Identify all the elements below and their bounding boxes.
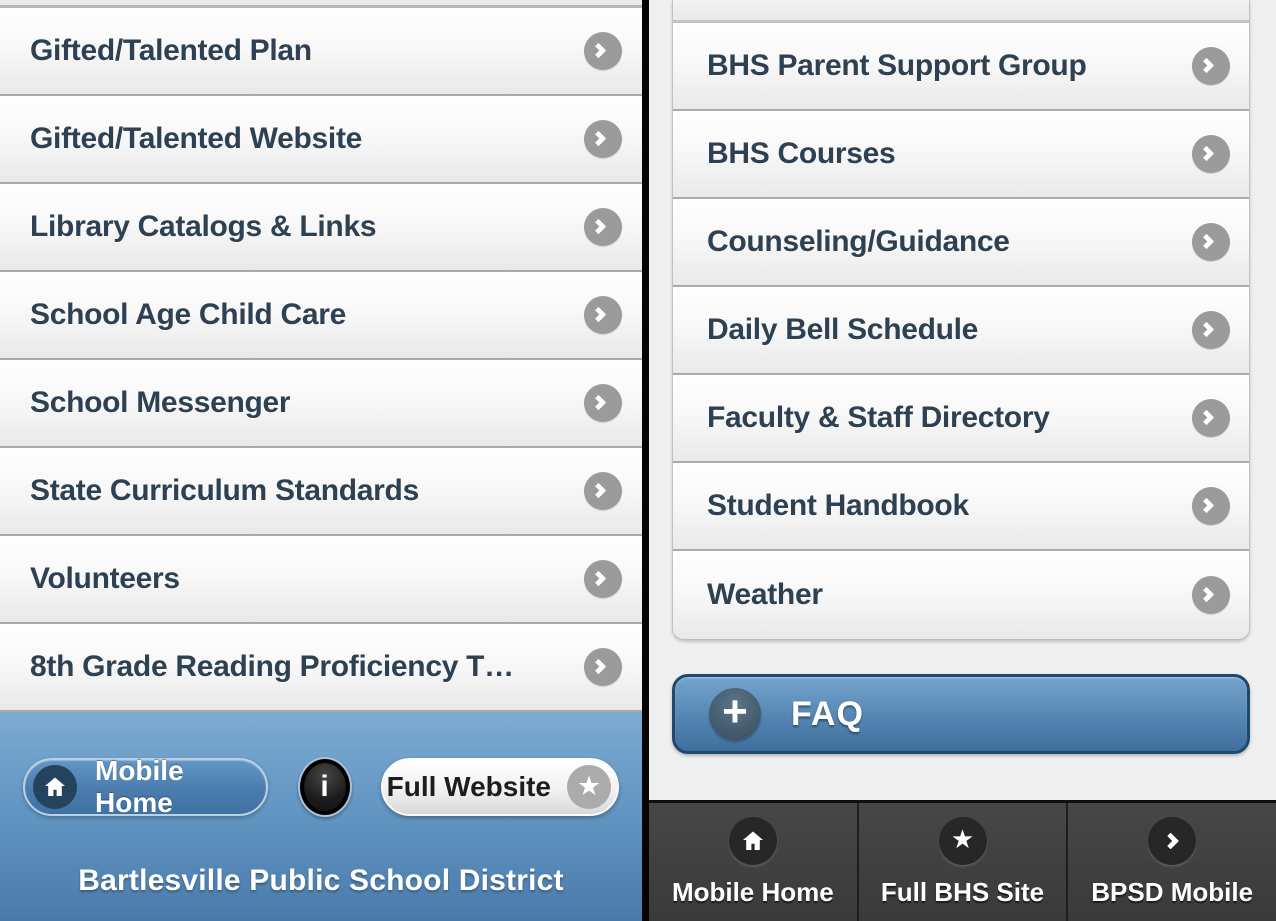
bhs-list-panel — [649, 0, 1276, 921]
list-item-bhs-parent-support-group[interactable] — [673, 23, 1249, 111]
mobile-home-label: Mobile Home — [95, 755, 184, 818]
info-icon: i — [320, 770, 329, 803]
footer-button-row — [0, 756, 642, 818]
list-item-label: Gifted/Talented Plan — [30, 34, 312, 67]
list-item-label: State Curriculum Standards — [30, 474, 419, 507]
grouped-list-card — [672, 0, 1250, 640]
chevron-right-icon — [584, 296, 622, 334]
full-website-button[interactable] — [381, 758, 619, 816]
info-button[interactable] — [298, 757, 352, 817]
list-item-weather[interactable] — [673, 551, 1249, 639]
home-icon — [33, 765, 77, 809]
tab-label: Full BHS Site — [880, 876, 1045, 907]
tab-mobile-home[interactable] — [649, 803, 859, 921]
list-item-counseling-guidance[interactable] — [673, 199, 1249, 287]
list-item-gifted-talented-website[interactable] — [0, 96, 642, 184]
star-icon — [939, 817, 987, 865]
list-item-8th-grade-reading[interactable] — [0, 624, 642, 712]
chevron-right-icon — [1192, 135, 1230, 173]
list-item-library-catalogs[interactable] — [0, 184, 642, 272]
tab-bpsd-mobile[interactable] — [1068, 803, 1276, 921]
list-item-label: 8th Grade Reading Proficiency T… — [30, 650, 514, 683]
list-item-gifted-talented-plan[interactable] — [0, 8, 642, 96]
list-item-label: School Messenger — [30, 386, 291, 419]
chevron-right-icon — [1192, 311, 1230, 349]
district-footer — [0, 712, 642, 921]
district-title: Bartlesville Public School District — [78, 864, 564, 897]
list-item-label: Volunteers — [30, 562, 180, 595]
list-item-bhs-courses[interactable] — [673, 111, 1249, 199]
star-glyph: ★ — [950, 823, 975, 854]
chevron-right-icon — [584, 208, 622, 246]
list-item-faculty-staff-directory[interactable] — [673, 375, 1249, 463]
chevron-right-icon — [584, 648, 622, 686]
list-item-label: Library Catalogs & Links — [30, 210, 377, 243]
faq-label: FAQ — [791, 694, 864, 733]
chevron-right-icon — [584, 560, 622, 598]
list-item-label: BHS Parent Support Group — [707, 49, 1087, 82]
previous-row-partial — [673, 0, 1249, 23]
mobile-home-button[interactable] — [23, 755, 268, 818]
star-icon: ★ — [567, 765, 611, 809]
list-item-label: Faculty & Staff Directory — [707, 401, 1050, 434]
chevron-right-icon — [584, 32, 622, 70]
chevron-right-icon — [584, 120, 622, 158]
chevron-right-icon — [1192, 223, 1230, 261]
list-item-label: Weather — [707, 578, 823, 611]
full-website-label: Full Website — [386, 771, 551, 802]
list-item-label: Counseling/Guidance — [707, 225, 1010, 258]
list-item-volunteers[interactable] — [0, 536, 642, 624]
chevron-right-icon — [1148, 817, 1196, 865]
list-item-label: Student Handbook — [707, 489, 969, 522]
chevron-right-icon — [584, 384, 622, 422]
bottom-toolbar — [649, 800, 1276, 921]
plus-icon: + — [709, 688, 761, 740]
list-item-student-handbook[interactable] — [673, 463, 1249, 551]
chevron-right-icon — [584, 472, 622, 510]
chevron-right-icon — [1192, 47, 1230, 85]
chevron-right-icon — [1192, 576, 1230, 614]
list-item-label: BHS Courses — [707, 137, 896, 170]
tab-label: Mobile Home — [671, 876, 834, 907]
tab-full-bhs-site[interactable] — [859, 803, 1069, 921]
list-item-label: Gifted/Talented Website — [30, 122, 363, 155]
tab-label: BPSD Mobile — [1091, 876, 1254, 907]
list-item-state-curriculum-standards[interactable] — [0, 448, 642, 536]
home-icon — [729, 817, 777, 865]
previous-row-partial — [0, 0, 642, 8]
chevron-right-icon — [1192, 399, 1230, 437]
list-item-label: Daily Bell Schedule — [707, 313, 979, 346]
screen-divider — [642, 0, 649, 921]
list-item-school-age-child-care[interactable] — [0, 272, 642, 360]
list-item-label: School Age Child Care — [30, 298, 346, 331]
list-item-school-messenger[interactable] — [0, 360, 642, 448]
faq-button[interactable] — [672, 674, 1250, 754]
chevron-right-icon — [1192, 487, 1230, 525]
list-item-daily-bell-schedule[interactable] — [673, 287, 1249, 375]
